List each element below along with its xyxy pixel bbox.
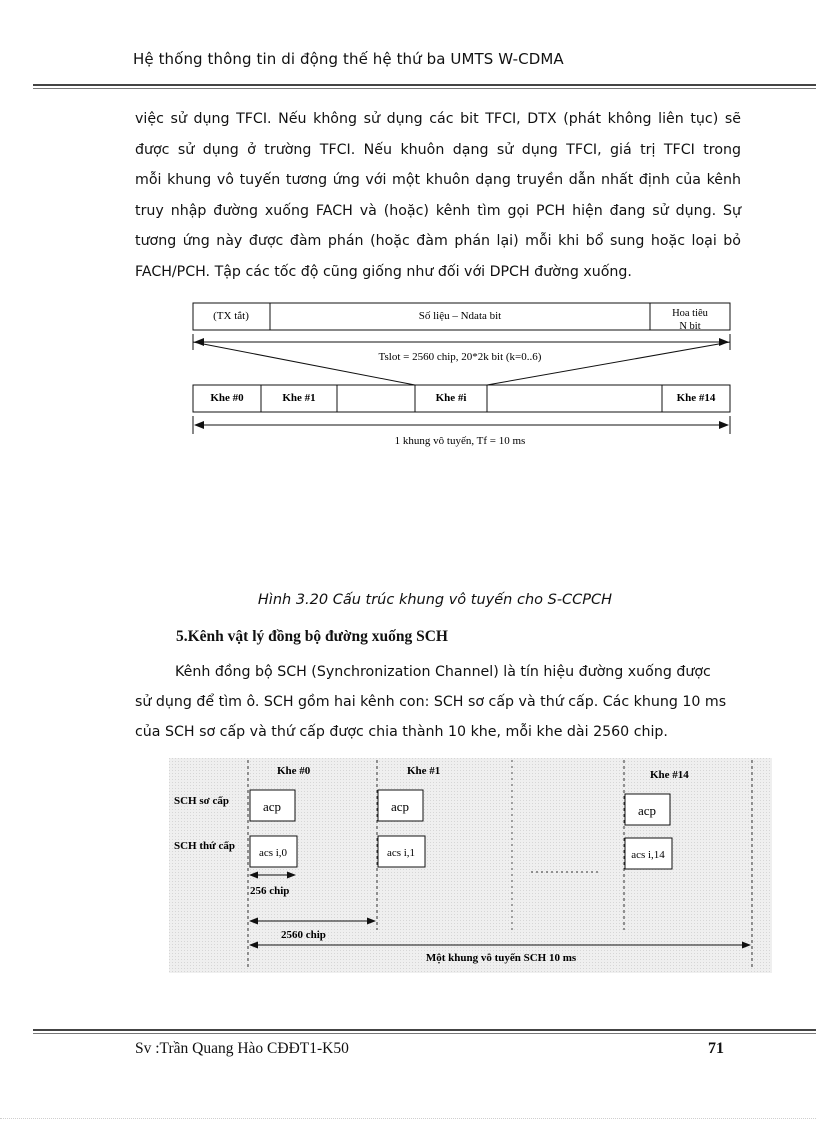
paragraph-line: việc sử dụng TFCI. Nếu không sử dụng các bit TFCI, DTX (phát không liên tục) sẽ (135, 111, 741, 127)
slot-header: Khe #14 (650, 769, 689, 781)
primary-code-label: acp (262, 799, 282, 814)
figure-sccpch-frame (185, 298, 745, 458)
label-256-chip: 256 chip (250, 885, 290, 897)
paragraph-1 (135, 104, 741, 287)
primary-code-label: acp (390, 799, 410, 814)
paragraph-line: Kênh đồng bộ SCH (Synchronization Channel) là tín hiệu đường xuống được (175, 664, 711, 680)
slot-label: Khe #i (435, 392, 467, 404)
field-tx-off: (TX tắt) (213, 310, 249, 322)
field-pilot-2: N bit (679, 321, 701, 332)
row-label-secondary: SCH thứ cấp (174, 840, 235, 852)
slot-length-label: Tslot = 2560 chip, 20*2k bit (k=0..6) (378, 351, 542, 363)
field-data: Số liệu – Ndata bit (418, 310, 502, 322)
paragraph-line: sử dụng để tìm ô. SCH gồm hai kênh con: SCH sơ cấp và thứ cấp. Các khung 10 ms (135, 694, 727, 710)
paragraph-line: tương ứng này được đàm phán (hoặc đàm phán lại) mỗi khi bổ sung hoặc loại bỏ (135, 233, 741, 249)
paragraph-line: của SCH sơ cấp và thứ cấp được chia thành 10 khe, mỗi khe dài 2560 chip. (135, 724, 668, 740)
secondary-code-label: acs i,14 (631, 849, 665, 861)
paragraph-line: FACH/PCH. Tập các tốc độ cũng giống như đối với DPCH đường xuống. (135, 263, 632, 280)
primary-code-label: acp (637, 803, 657, 818)
row-label-primary: SCH sơ cấp (174, 795, 229, 807)
figure-sch-structure (169, 758, 772, 973)
footer-rule (33, 1029, 816, 1031)
slot-label: Khe #1 (282, 392, 316, 404)
zoom-line (487, 342, 730, 385)
secondary-code-label: acs i,0 (258, 847, 288, 859)
section-heading (176, 628, 448, 646)
page-number: 71 (708, 1040, 724, 1057)
page-bottom-edge (0, 1118, 816, 1119)
secondary-code-label: acs i,1 (386, 847, 416, 859)
field-pilot-1: Hoa tiêu (672, 308, 708, 319)
paragraph-line: được sử dụng ở trường TFCI. Nếu khuôn dạng sử dụng TFCI, giá trị TFCI trong (135, 141, 741, 158)
header-rule-thin (33, 88, 816, 89)
frame-length-label: 1 khung vô tuyến, Tf = 10 ms (394, 435, 526, 447)
paragraph-line: truy nhập đường xuống FACH và (hoặc) kênh tìm gọi PCH hiện đang sử dụng. Sự (135, 202, 741, 219)
slot-header: Khe #1 (407, 765, 441, 777)
slot-label: Khe #14 (676, 392, 716, 404)
footer-author: Sv :Trần Quang Hào CĐĐT1-K50 (135, 1040, 349, 1057)
zoom-line (193, 342, 415, 385)
page-header-title: Hệ thống thông tin di động thế hệ thứ ba UMTS W-CDMA (133, 50, 564, 68)
paragraph-line: mỗi khung vô tuyến tương ứng với một khuôn dạng truyền dẫn nhất định của kênh (135, 172, 741, 188)
paragraph-2 (135, 657, 741, 747)
figure-caption: Hình 3.20 Cấu trúc khung vô tuyến cho S-CCPCH (257, 592, 613, 608)
slot-label: Khe #0 (210, 392, 244, 404)
header-rule (33, 84, 816, 86)
label-2560-chip: 2560 chip (281, 929, 326, 941)
label-sch-frame: Một khung vô tuyến SCH 10 ms (425, 952, 577, 964)
footer-rule-thin (33, 1033, 816, 1034)
slot-header: Khe #0 (277, 765, 311, 777)
section-number: 5. (176, 628, 188, 645)
section-title: Kênh vật lý đồng bộ đường xuống SCH (187, 628, 448, 645)
